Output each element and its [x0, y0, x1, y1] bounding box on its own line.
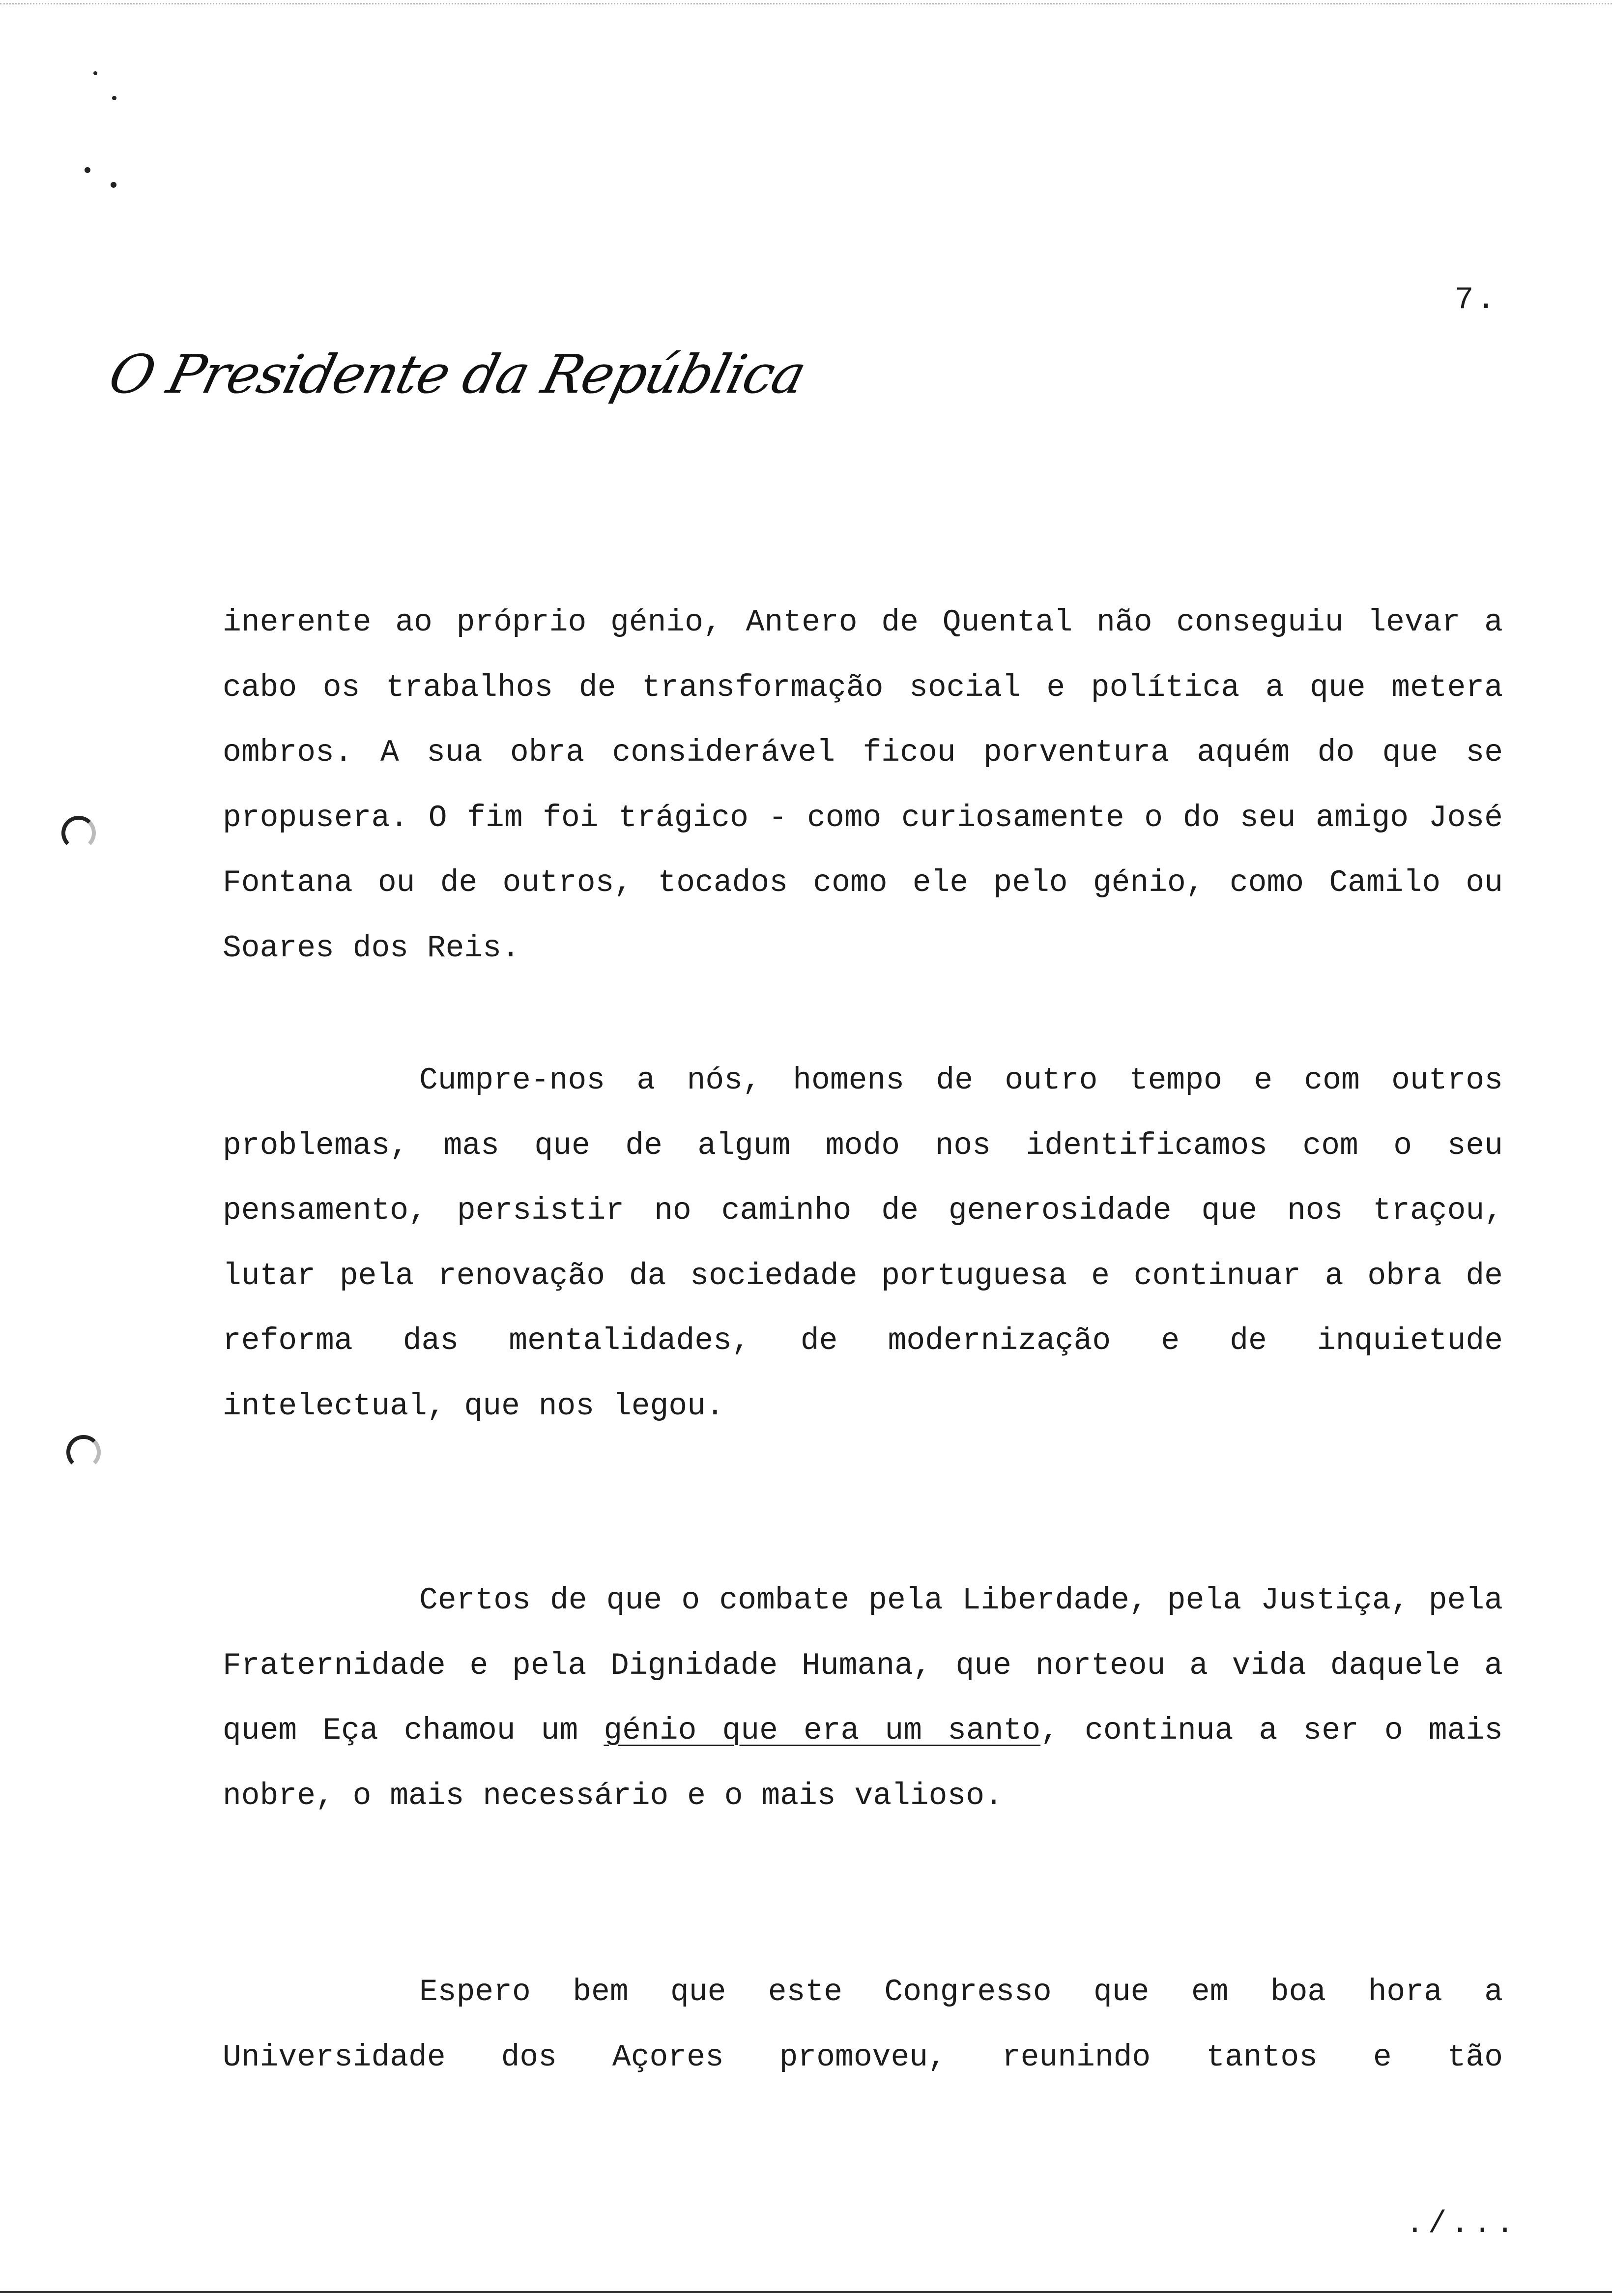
punch-hole	[66, 1435, 101, 1469]
continuation-marker: ./...	[1406, 2207, 1519, 2241]
page-number: 7.	[1455, 283, 1498, 318]
paragraph-2: Cumpre-nos a nós, homens de outro tempo e com outros problemas, mas que de algum modo nos identificamos com o seu pensamento, persistir no caminho de generosidade que nos traçou, lutar pela renovação da sociedade portuguesa e continuar a obra de reforma das mentalidades, de modernização e de inquietude intelectual, que nos legou.	[223, 1063, 1503, 1424]
bottom-edge-divider	[0, 2291, 1612, 2293]
paragraph-4: Espero bem que este Congresso que em boa hora a Universidade dos Açores promoveu, reunindo tantos e tão	[223, 1975, 1503, 2075]
paragraph-3	[223, 1568, 1503, 1829]
top-edge-divider	[0, 0, 1612, 4]
scan-speck	[93, 71, 97, 75]
scan-speck	[85, 167, 90, 173]
punch-hole	[61, 816, 96, 850]
paragraph-3-lead: Certos de que o combate pela Liberdade, pela Justiça, pela Fraternidade e pela Dignidade Humana, que norteou a vida daquele a quem Eça chamou um	[223, 1583, 1503, 1748]
paragraph-3-tail: , continua a ser o mais nobre, o mais necessário e o mais valioso.	[223, 1713, 1503, 1813]
underlined-quote: génio que era um santo	[604, 1713, 1041, 1748]
letterhead-president: O Presidente da República	[103, 344, 811, 405]
scan-speck	[112, 96, 116, 100]
paragraph-1: inerente ao próprio génio, Antero de Quental não conseguiu levar a cabo os trabalhos de transformação social e política a que metera ombros. A sua obra considerável ficou porventura aquém do que se propusera. O fim foi trágico - como curiosamente o do seu amigo José Fontana ou de outros, tocados como ele pelo génio, como Camilo ou Soares dos Reis.	[223, 605, 1503, 966]
scan-speck	[111, 182, 116, 188]
